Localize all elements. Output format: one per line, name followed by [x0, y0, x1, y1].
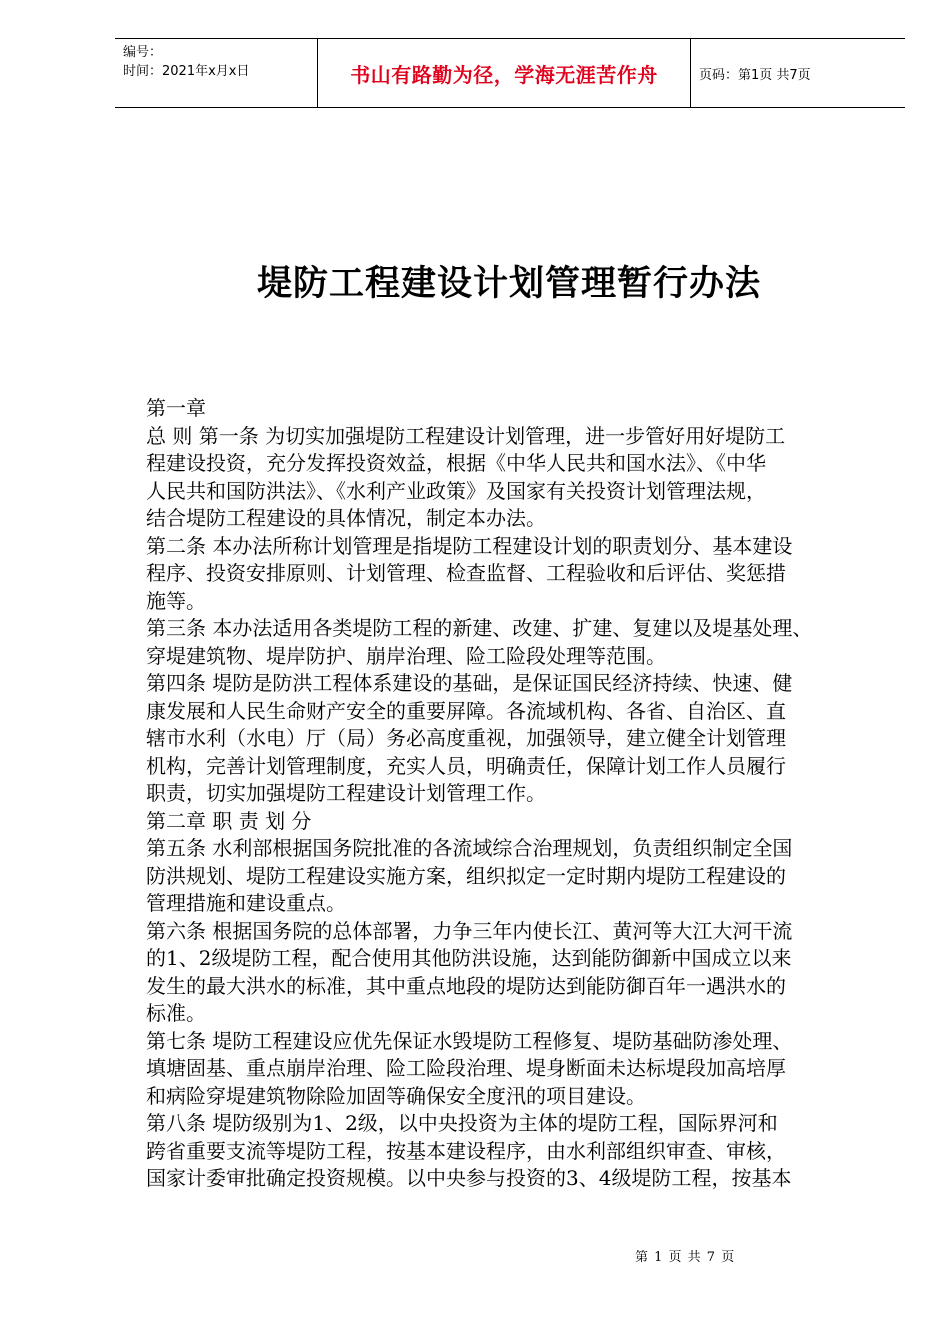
body-line: 程序、投资安排原则、计划管理、检查监督、工程验收和后评估、奖惩措	[146, 561, 786, 585]
body-line: 和病险穿堤建筑物除险加固等确保安全度汛的项目建设。	[146, 1083, 646, 1108]
body-line: 第二条 本办法所称计划管理是指堤防工程建设计划的职责划分、基本建设	[146, 533, 793, 558]
body-line: 第六条 根据国务院的总体部署，力争三年内使长江、黄河等大江大河干流	[146, 918, 793, 943]
body-line: 第一章	[146, 396, 206, 420]
header-page-info: 页码：第1页 共7页	[699, 67, 811, 83]
body-line: 第二章 职 责 划 分	[146, 808, 312, 833]
body-line: 的1、2级堤防工程，配合使用其他防洪设施，达到能防御新中国成立以来	[146, 946, 792, 970]
body-line: 第五条 水利部根据国务院批准的各流域综合治理规划，负责组织制定全国	[146, 836, 793, 860]
page-footer: 第 1 页 共 7 页	[635, 1250, 736, 1265]
body-line: 职责，切实加强堤防工程建设计划管理工作。	[146, 781, 546, 805]
header-motto: 书山有路勤为径，学海无涯苦作舟	[317, 39, 691, 107]
page-header	[115, 38, 905, 108]
body-line: 结合堤防工程建设的具体情况，制定本办法。	[146, 506, 546, 530]
header-meta	[115, 39, 317, 107]
body-line: 辖市水利（水电）厅（局）务必高度重视，加强领导，建立健全计划管理	[146, 726, 786, 750]
body-line: 标准。	[146, 1001, 206, 1025]
body-line: 国家计委审批确定投资规模。以中央参与投资的3、4级堤防工程，按基本	[146, 1166, 792, 1190]
body-line: 填塘固基、重点崩岸治理、险工险段治理、堤身断面未达标堤段加高培厚	[146, 1056, 786, 1080]
document-title: 堤防工程建设计划管理暂行办法	[256, 264, 761, 304]
body-line: 总 则 第一条 为切实加强堤防工程建设计划管理，进一步管好用好堤防工	[146, 423, 786, 448]
body-line: 发生的最大洪水的标准，其中重点地段的堤防达到能防御百年一遇洪水的	[146, 973, 786, 998]
document-time-label: 时间：2021年x月x日	[123, 64, 250, 79]
body-line: 第八条 堤防级别为1、2级，以中央投资为主体的堤防工程，国际界河和	[146, 1111, 778, 1135]
body-line: 第七条 堤防工程建设应优先保证水毁堤防工程修复、堤防基础防渗处理、	[146, 1028, 793, 1053]
document-body	[146, 395, 886, 1193]
body-line: 施等。	[146, 588, 206, 613]
body-line: 防洪规划、堤防工程建设实施方案，组织拟定一定时期内堤防工程建设的	[146, 863, 786, 888]
body-line: 穿堤建筑物、堤岸防护、崩岸治理、险工险段处理等范围。	[146, 643, 666, 668]
body-line: 康发展和人民生命财产安全的重要屏障。各流域机构、各省、自治区、直	[146, 698, 786, 723]
body-line: 第四条 堤防是防洪工程体系建设的基础，是保证国民经济持续、快速、健	[146, 671, 793, 695]
body-line: 人民共和国防洪法》、《水利产业政策》及国家有关投资计划管理法规，	[146, 478, 766, 503]
body-line: 管理措施和建设重点。	[146, 891, 346, 915]
body-line: 第三条 本办法适用各类堤防工程的新建、改建、扩建、复建以及堤基处理、	[146, 616, 813, 640]
body-line: 机构，完善计划管理制度，充实人员，明确责任，保障计划工作人员履行	[146, 753, 786, 778]
document-number-label: 编号：	[123, 45, 163, 60]
body-line: 跨省重要支流等堤防工程，按基本建设程序，由水利部组织审查、审核，	[146, 1138, 786, 1163]
body-line: 程建设投资，充分发挥投资效益，根据《中华人民共和国水法》、《中华	[146, 451, 766, 475]
